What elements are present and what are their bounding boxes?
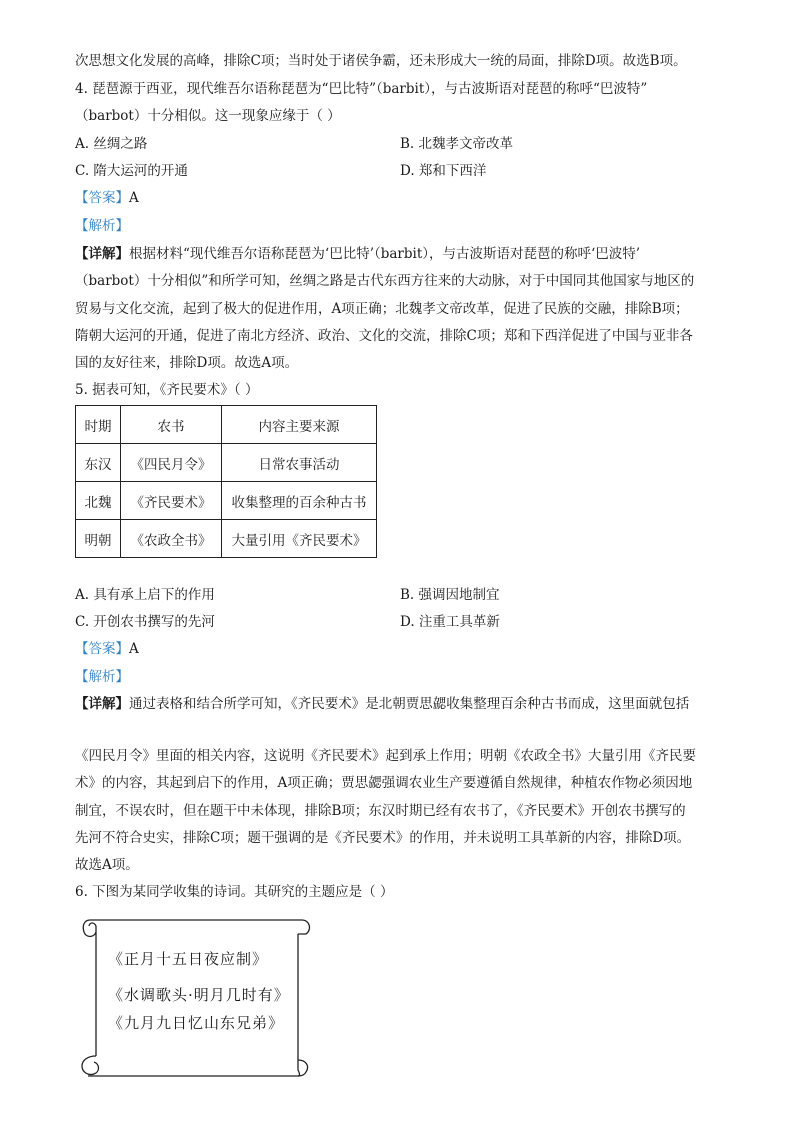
table-cell: 《农政全书》 — [121, 520, 222, 558]
q4-option-d: D. 郑和下西洋 — [400, 163, 487, 179]
poem-title-2: 《水调歌头·明月几时有》 — [108, 986, 290, 1004]
q5-detail-text0: 通过表格和结合所学可知，《齐民要术》是北朝贾思勰收集整理百余种古书而成，这里面就包括 — [129, 696, 690, 712]
poem-title-3: 《九月九日忆山东兄弟》 — [108, 1014, 285, 1032]
table-cell: 《齐民要术》 — [121, 482, 222, 520]
q4-detail-line0 — [75, 244, 640, 264]
q4-detail-label: 【详解】 — [75, 246, 129, 262]
table-header-cell: 内容主要来源 — [222, 406, 377, 444]
table-row — [76, 482, 377, 520]
q5-detail-label: 【详解】 — [75, 696, 129, 712]
table-header-row — [76, 406, 377, 444]
q5-answer-value: A — [129, 641, 139, 657]
table-cell: 大量引用《齐民要术》 — [222, 520, 377, 558]
q4-stem-line2: （barbot）十分相似。这一现象应缘于（ ） — [75, 108, 341, 124]
q5-option-d: D. 注重工具革新 — [400, 614, 500, 630]
q5-stem: 5. 据表可知，《齐民要术》（ ） — [75, 382, 259, 398]
table-cell: 明朝 — [76, 520, 121, 558]
q5-table — [75, 405, 377, 558]
table-cell: 收集整理的百余种古书 — [222, 482, 377, 520]
table-cell: 北魏 — [76, 482, 121, 520]
q4-answer — [75, 188, 139, 208]
q4-option-a: A. 丝绸之路 — [75, 136, 148, 152]
q5-answer-label: 【答案】 — [75, 641, 129, 657]
table-cell: 东汉 — [76, 444, 121, 482]
q5-detail-line1: 《四民月令》里面的相关内容，这说明《齐民要术》起到承上作用；明朝《农政全书》大量引用《齐民要 — [75, 748, 696, 764]
q4-analysis-label: 【解析】 — [75, 218, 129, 234]
table-header-cell: 时期 — [76, 406, 121, 444]
q5-analysis-label: 【解析】 — [75, 669, 129, 685]
q5-detail-line3: 制宜，不误农时，但在题干中未体现，排除B项；东汉时期已经有农书了，《齐民要术》开创农书撰写的 — [75, 803, 686, 819]
q4-detail-line1: （barbot）十分相似”和所学可知，丝绸之路是古代东西方往来的大动脉，对于中国同其他国家与地区的 — [75, 273, 695, 289]
q4-answer-label: 【答案】 — [75, 190, 129, 206]
table-row — [76, 520, 377, 558]
q4-detail-text0: 根据材料“现代维吾尔语称琵琶为‘巴比特’（barbit），与古波斯语对琵琶的称呼‘巴波特’ — [129, 246, 641, 262]
q5-detail-line5: 故选A项。 — [75, 857, 139, 873]
q5-answer — [75, 639, 139, 659]
q5-option-c: C. 开创农书撰写的先河 — [75, 614, 215, 630]
q4-answer-value: A — [129, 190, 139, 206]
q5-option-b: B. 强调因地制宜 — [400, 587, 500, 603]
q5-option-a: A. 具有承上启下的作用 — [75, 587, 215, 603]
table-header-cell: 农书 — [121, 406, 222, 444]
q5-detail-line4: 先河不符合史实，排除C项；题干强调的是《齐民要术》的作用，并未说明工具革新的内容，排除D项。 — [75, 830, 691, 846]
q3-tail-text: 次思想文化发展的高峰，排除C项；当时处于诸侯争霸，还未形成大一统的局面，排除D项。故选B项。 — [75, 53, 687, 69]
q6-stem: 6. 下图为某同学收集的诗词。其研究的主题应是（ ） — [75, 884, 394, 900]
q4-option-b: B. 北魏孝文帝改革 — [400, 136, 514, 152]
poem-title-1: 《正月十五日夜应制》 — [108, 950, 269, 968]
q4-stem-line1: 4. 琵琶源于西亚，现代维吾尔语称琵琶为“巴比特”（barbit），与古波斯语对琵琶的称呼“巴波特” — [75, 81, 648, 97]
q4-detail-line3: 隋朝大运河的开通，促进了南北方经济、政治、文化的交流，排除C项；郑和下西洋促进了中国与亚非各 — [75, 328, 693, 344]
table-row — [76, 444, 377, 482]
q4-detail-line2: 贸易与文化交流，起到了极大的促进作用，A项正确；北魏孝文帝改革，促进了民族的交融，排除B项； — [75, 301, 689, 317]
table-cell: 日常农事活动 — [222, 444, 377, 482]
q4-option-c: C. 隋大运河的开通 — [75, 163, 188, 179]
q4-detail-line4: 国的友好往来，排除D项。故选A项。 — [75, 355, 299, 371]
q5-detail-line0 — [75, 694, 689, 714]
q5-detail-line2: 术》的内容，其起到启下的作用，A项正确；贾思勰强调农业生产要遵循自然规律，种植农作物必须因地 — [75, 775, 693, 791]
table-cell: 《四民月令》 — [121, 444, 222, 482]
